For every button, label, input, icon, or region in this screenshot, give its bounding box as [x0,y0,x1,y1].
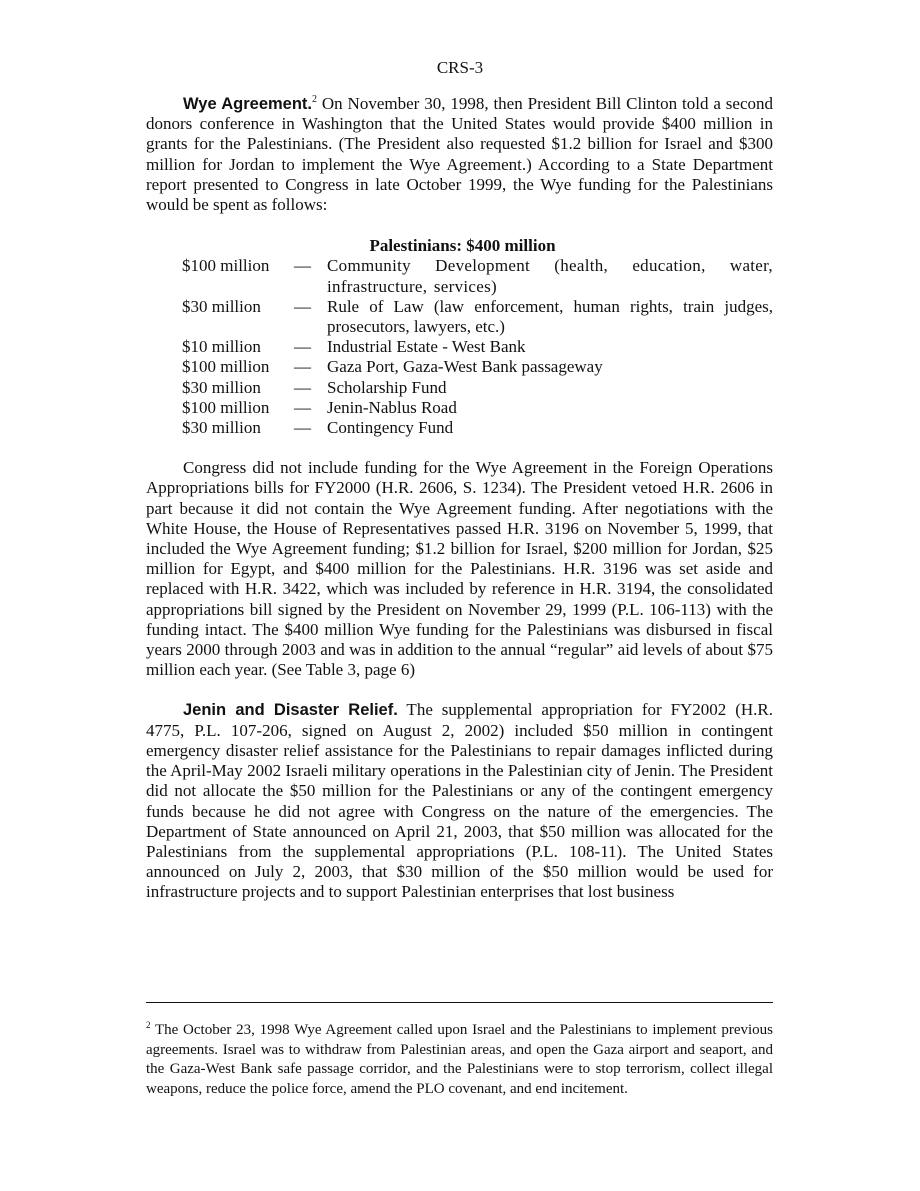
wye-text: On November 30, 1998, then President Bill Clinton told a second donors conference in Washington that the United States would provide $400 million in grants for the Palestinians. (The President also requested $1.2 billion for Israel and $300 million for Jordan to implement the Wye Agreement.) According to a State Department report presented to Congress in late October 1999, the Wye funding for the Palestinians would be spent as follows: [146,94,774,215]
allocation-amount: $10 million [182,337,261,357]
page-number: CRS-3 [436,58,484,77]
jenin-heading: Jenin and Disaster Relief. [183,701,398,720]
jenin-paragraph [146,700,773,902]
footnote-ref[interactable]: 2 [312,94,318,105]
allocation-amount: $30 million [182,418,261,438]
em-dash: — [294,337,311,357]
allocation-row [146,297,773,337]
allocation-row [146,398,773,418]
allocation-amount: $100 million [182,256,270,276]
allocation-purpose: Rule of Law (law enforcement, human rights, train judges, prosecutors, lawyers, etc.) [327,296,773,337]
allocation-row [146,378,773,398]
footnote-number: 2 [146,1020,151,1030]
allocation-list [146,256,773,438]
document-body [146,94,773,903]
footnote [146,1021,773,1099]
jenin-text: The supplemental appropriation for FY2002 (H.R. 4775, P.L. 107-206, signed on August 2, 2002) included $50 million in contingent emergency disaster relief assistance for the Palestinians to repair damages inflicted during the April-May 2002 Israeli military operations in the Palestinian city of Jenin. The President did not allocate the $50 million for the Palestinians or any of the contingent emergency funds because he did not agree with Congress on the nature of the emergencies. The Department of State announced on April 21, 2003, that $50 million was allocated for the Palestinians from the supplemental appropriations (P.L. 108-11). The United States announced on July 2, 2003, that $30 million of the $50 million would be used for infrastructure projects and to support Palestinian enterprises that lost business [146,700,773,902]
allocation-purpose: Gaza Port, Gaza-West Bank passageway [327,357,603,377]
allocation-row [146,357,773,377]
allocation-row [146,337,773,357]
em-dash: — [294,357,311,377]
em-dash: — [294,256,311,276]
allocation-purpose: Jenin-Nablus Road [327,397,457,417]
allocation-amount: $100 million [182,397,270,417]
allocation-purpose: Community Development (health, education, water, infrastructure, services) [327,256,773,296]
em-dash: — [294,418,311,438]
allocation-amount: $30 million [182,377,261,397]
allocation-purpose: Scholarship Fund [327,377,447,397]
allocation-purpose: Industrial Estate - West Bank [327,337,526,357]
allocation-title: Palestinians: $400 million [369,236,556,256]
congress-paragraph: Congress did not include funding for the Wye Agreement in the Foreign Operations Appropriations bills for FY2000 (H.R. 2606, S. 1234). The President vetoed H.R. 2606 in part because it did not contain the Wye Agreement funding. After negotiations with the White House, the House of Representatives passed H.R. 3196 on November 5, 1999, that included the Wye Agreement funding; $1.2 billion for Israel, $200 million for Jordan, $25 million for Egypt, and $400 million for the Palestinians. H.R. 3196 was set aside and replaced with H.R. 3422, which was included by reference in H.R. 3194, the consolidated appropriations bill signed by the President on November 29, 1999 (P.L. 106-113) with the funding intact. The $400 million Wye funding for the Palestinians was disbursed in fiscal years 2000 through 2003 and was in addition to the annual “regular” aid levels of about $75 million each year. (See Table 3, page 6) [146,458,773,680]
wye-paragraph [146,94,773,215]
em-dash: — [294,397,311,417]
em-dash: — [294,377,311,397]
em-dash: — [294,296,311,316]
allocation-amount: $30 million [182,296,261,316]
allocation-purpose: Contingency Fund [327,418,454,438]
wye-heading: Wye Agreement. [183,95,313,113]
footnote-divider [146,1002,773,1003]
allocation-row [146,418,773,438]
allocation-amount: $100 million [182,357,270,377]
footnote-text: The October 23, 1998 Wye Agreement called upon Israel and the Palestinians to implement previous agreements. Israel was to withdraw from Palestinian areas, and open the Gaza airport and seaport, and the Gaza-West Bank safe passage corridor, and the Palestinians were to stop terrorism, collect illegal weapons, reduce the police force, amend the PLO covenant, and end incitement. [146,1022,773,1097]
allocation-row [146,256,773,296]
